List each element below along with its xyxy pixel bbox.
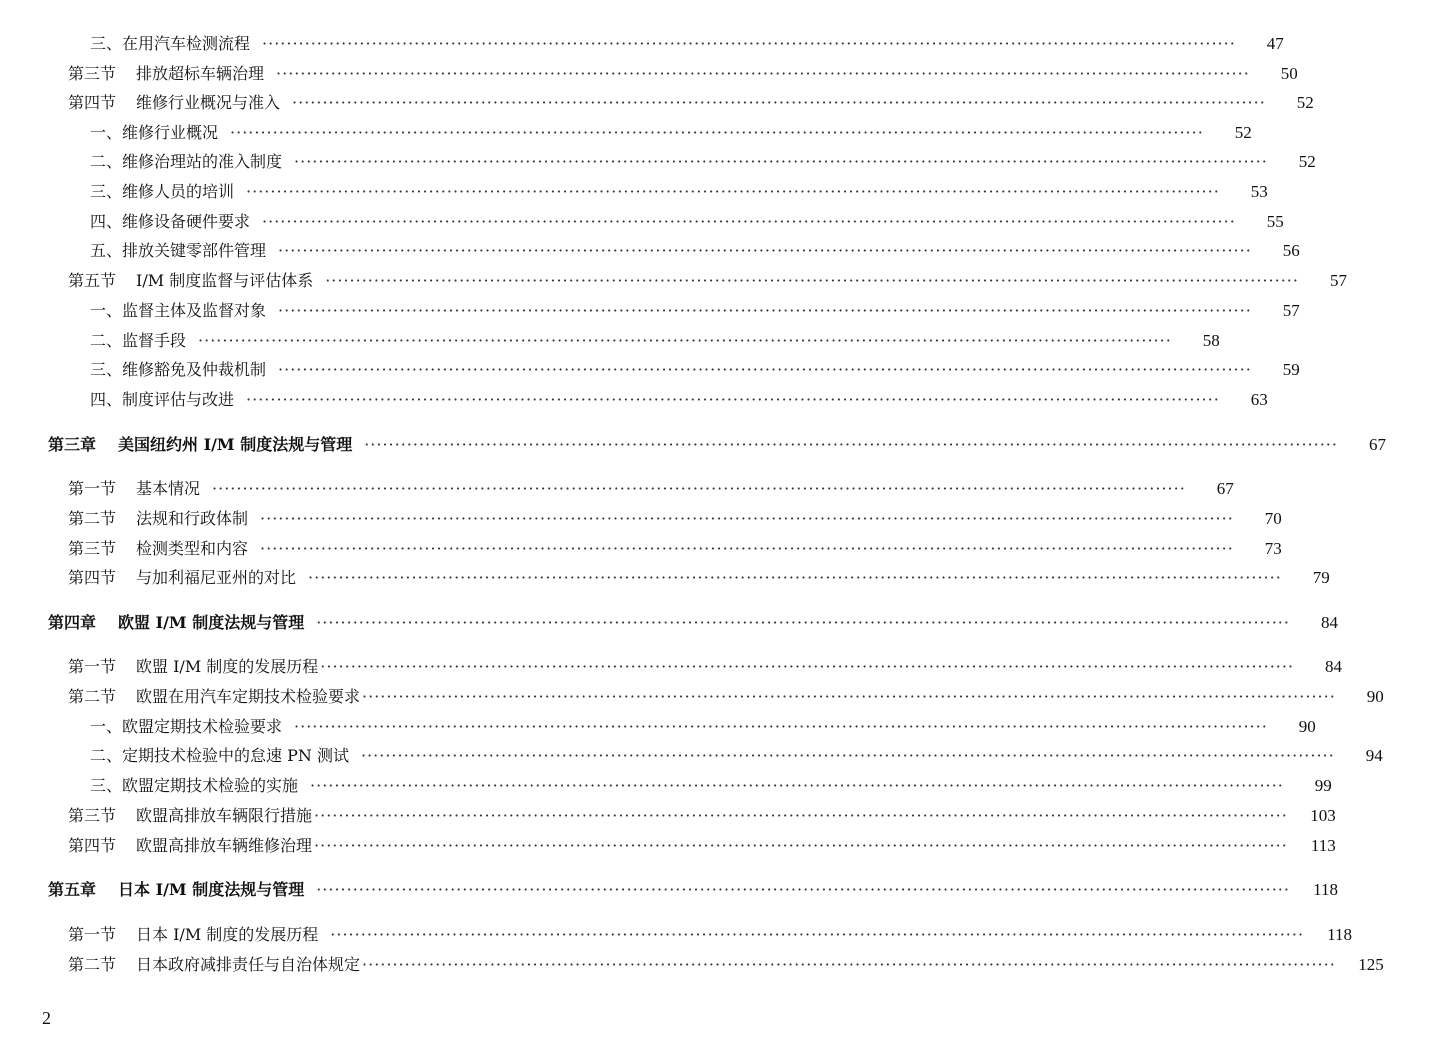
toc-entry-label	[68, 505, 248, 533]
toc-entry-number: 一、	[90, 717, 123, 736]
toc-entry-title: 日本政府减排责任与自治体规定	[136, 955, 361, 974]
dot-leader: ································································································································································	[278, 301, 1252, 320]
toc-entry-number: 二、	[90, 152, 123, 171]
toc-entry-number: 第三节	[68, 539, 117, 558]
dot-leader: ································································································································································	[362, 955, 1336, 974]
toc-entry	[0, 297, 1300, 325]
toc-entry-title: 基本情况	[136, 479, 201, 498]
toc-entry-number: 第二节	[68, 687, 117, 706]
toc-entry-label	[68, 475, 200, 503]
toc-entry-label	[68, 564, 296, 592]
toc-entry-label	[68, 921, 318, 949]
toc-entry	[0, 431, 1386, 459]
dot-leader: ································································································································································	[230, 123, 1204, 142]
toc-entry-page: 113	[1310, 836, 1336, 855]
toc-entry-number: 三、	[90, 182, 123, 201]
dot-leader: ································································································································································	[260, 539, 1234, 558]
toc-entry-label	[90, 742, 349, 770]
toc-entry-title: 维修治理站的准入制度	[122, 152, 283, 171]
toc-entry-number: 二、	[90, 746, 123, 765]
toc-entry-label	[68, 60, 264, 88]
toc-entry-title: 维修人员的培训	[122, 182, 235, 201]
toc-entry	[0, 832, 1336, 860]
toc-entry-page: 90	[1366, 687, 1384, 706]
toc-entry	[0, 148, 1316, 176]
dot-leader: ································································································································································	[246, 182, 1220, 201]
toc-entry-page: 63	[1250, 390, 1268, 409]
toc-entry-page: 52	[1234, 123, 1252, 142]
toc-entry	[0, 609, 1338, 637]
toc-entry	[0, 327, 1220, 355]
dot-leader: ································································································································································	[198, 331, 1172, 350]
toc-entry-label	[48, 609, 304, 637]
toc-entry-label	[90, 772, 298, 800]
toc-entry-label	[90, 237, 266, 265]
toc-entry-number: 三、	[90, 776, 123, 795]
toc-entry-page: 47	[1266, 34, 1284, 53]
dot-leader: ································································································································································	[278, 360, 1252, 379]
toc-entry-page: 52	[1298, 152, 1316, 171]
toc-entry-title: 监督手段	[122, 331, 187, 350]
toc-entry-label	[68, 89, 280, 117]
dot-leader: ································································································································································	[362, 687, 1336, 706]
toc-entry-page: 52	[1296, 93, 1314, 112]
toc-entry-page: 103	[1310, 806, 1336, 825]
toc-entry-label	[90, 208, 250, 236]
toc-entry-page: 118	[1327, 925, 1353, 944]
dot-leader: ································································································································································	[276, 64, 1250, 83]
toc-entry-title: 美国纽约州 I/M 制度法规与管理	[118, 435, 353, 454]
toc-entry-label	[48, 876, 304, 904]
toc-entry	[0, 505, 1282, 533]
dot-leader: ································································································································································	[294, 717, 1268, 736]
dot-leader: ································································································································································	[320, 657, 1295, 676]
toc-entry-label	[90, 148, 282, 176]
toc-entry-page: 57	[1329, 271, 1347, 290]
toc-entry-title: 日本 I/M 制度法规与管理	[118, 880, 305, 899]
toc-entry-label	[68, 683, 360, 711]
toc-entry-label	[90, 327, 186, 355]
toc-entry-page: 84	[1325, 657, 1343, 676]
toc-entry-page: 90	[1298, 717, 1316, 736]
toc-entry-page: 84	[1320, 613, 1338, 632]
toc-entry	[0, 876, 1338, 904]
toc-entry-number: 第一节	[68, 925, 117, 944]
toc-entry-label	[90, 30, 250, 58]
toc-entry-title: 排放关键零部件管理	[122, 241, 267, 260]
toc-entry-page: 125	[1358, 955, 1384, 974]
toc-entry-label	[68, 951, 360, 979]
toc-entry-label	[90, 297, 266, 325]
dot-leader: ································································································································································	[246, 390, 1220, 409]
toc-entry	[0, 475, 1234, 503]
toc-entry-title: 日本 I/M 制度的发展历程	[136, 925, 319, 944]
toc-entry-page: 57	[1282, 301, 1300, 320]
toc-entry-title: 欧盟高排放车辆限行措施	[136, 806, 313, 825]
toc-entry	[0, 60, 1298, 88]
toc-entry-title: 欧盟 I/M 制度的发展历程	[136, 657, 319, 676]
dot-leader: ································································································································································	[310, 776, 1284, 795]
toc-entry-title: 维修豁免及仲裁机制	[122, 360, 267, 379]
toc-entry-label	[90, 178, 234, 206]
dot-leader: ································································································································································	[314, 836, 1288, 855]
dot-leader: ································································································································································	[314, 806, 1288, 825]
toc-entry-label	[68, 653, 318, 681]
toc-entry-title: 制度评估与改进	[122, 390, 235, 409]
dot-leader: ································································································································································	[330, 925, 1305, 944]
toc-entry-page: 73	[1264, 539, 1282, 558]
toc-entry-number: 一、	[90, 123, 123, 142]
toc-entry-title: I/M 制度监督与评估体系	[136, 271, 314, 290]
toc-entry-number: 第一节	[68, 479, 117, 498]
dot-leader: ································································································································································	[364, 435, 1338, 454]
toc-entry	[0, 653, 1343, 681]
dot-leader: ································································································································································	[278, 241, 1252, 260]
toc-entry-number: 第二节	[68, 509, 117, 528]
dot-leader: ································································································································································	[316, 880, 1290, 899]
toc-entry-page: 99	[1314, 776, 1332, 795]
toc-entry-number: 第三节	[68, 64, 117, 83]
toc-entry-title: 检测类型和内容	[136, 539, 249, 558]
toc-entry-number: 四、	[90, 212, 123, 231]
toc-entry	[0, 178, 1268, 206]
toc-entry-title: 维修行业概况与准入	[136, 93, 281, 112]
dot-leader: ································································································································································	[260, 509, 1234, 528]
toc-entry-title: 与加利福尼亚州的对比	[136, 568, 297, 587]
toc-entry	[0, 237, 1300, 265]
toc-entry-label	[68, 832, 312, 860]
toc-entry	[0, 564, 1330, 592]
toc-entry-page: 56	[1282, 241, 1300, 260]
dot-leader: ································································································································································	[316, 613, 1290, 632]
toc-entry-page: 50	[1280, 64, 1298, 83]
dot-leader: ································································································································································	[325, 271, 1299, 290]
toc-entry	[0, 951, 1384, 979]
toc-entry-page: 58	[1202, 331, 1220, 350]
toc-entry	[0, 208, 1284, 236]
toc-entry-title: 维修设备硬件要求	[122, 212, 251, 231]
toc-entry	[0, 683, 1384, 711]
toc-entry-page: 67	[1368, 435, 1386, 454]
toc-entry	[0, 267, 1347, 295]
toc-entry-number: 四、	[90, 390, 123, 409]
toc-entry-number: 第四节	[68, 568, 117, 587]
dot-leader: ································································································································································	[292, 93, 1266, 112]
toc-entry-title: 法规和行政体制	[136, 509, 249, 528]
toc-entry	[0, 89, 1314, 117]
toc-entry-label	[90, 713, 282, 741]
toc-entry-title: 定期技术检验中的怠速 PN 测试	[122, 746, 349, 765]
page-number: 2	[42, 1008, 51, 1028]
toc-entry-number: 第三章	[48, 435, 97, 454]
toc-entry-number: 二、	[90, 331, 123, 350]
toc-entry-number: 第四节	[68, 93, 117, 112]
toc-entry-label	[90, 356, 266, 384]
toc-entry-title: 维修行业概况	[122, 123, 219, 142]
toc-entry-page: 94	[1365, 746, 1383, 765]
toc-entry-label	[68, 535, 248, 563]
toc-entry	[0, 386, 1268, 414]
toc-entry-title: 监督主体及监督对象	[122, 301, 267, 320]
toc-entry-title: 排放超标车辆治理	[136, 64, 265, 83]
dot-leader: ································································································································································	[262, 212, 1236, 231]
toc-entry-title: 欧盟定期技术检验的实施	[122, 776, 299, 795]
toc-entry-title: 欧盟在用汽车定期技术检验要求	[136, 687, 361, 706]
dot-leader: ································································································································································	[360, 746, 1335, 765]
toc-entry-label	[48, 431, 352, 459]
toc-entry	[0, 921, 1353, 949]
toc-entry-label	[90, 119, 218, 147]
toc-entry-page: 79	[1312, 568, 1330, 587]
toc-entry	[0, 119, 1252, 147]
toc-entry	[0, 30, 1284, 58]
toc-entry-number: 三、	[90, 34, 123, 53]
toc-entry-number: 第五章	[48, 880, 97, 899]
toc-entry-title: 欧盟 I/M 制度法规与管理	[118, 613, 305, 632]
toc-entry	[0, 772, 1332, 800]
toc-entry-label	[90, 386, 234, 414]
dot-leader: ································································································································································	[308, 568, 1282, 587]
toc-entry-title: 在用汽车检测流程	[122, 34, 251, 53]
toc-entry-label	[68, 802, 312, 830]
toc-entry-number: 第五节	[68, 271, 117, 290]
dot-leader: ································································································································································	[262, 34, 1236, 53]
toc-entry	[0, 742, 1383, 770]
toc-entry-page: 67	[1216, 479, 1234, 498]
toc-entry	[0, 356, 1300, 384]
toc-entry	[0, 802, 1336, 830]
toc-entry-number: 五、	[90, 241, 123, 260]
toc-entry-number: 第二节	[68, 955, 117, 974]
toc-entry-page: 70	[1264, 509, 1282, 528]
toc-entry-page: 118	[1313, 880, 1338, 899]
toc-entry-number: 第三节	[68, 806, 117, 825]
toc-entry-page: 59	[1282, 360, 1300, 379]
toc-entry-label	[68, 267, 313, 295]
dot-leader: ································································································································································	[294, 152, 1268, 171]
toc-entry	[0, 535, 1282, 563]
toc-entry-number: 第四节	[68, 836, 117, 855]
toc-entry-number: 第四章	[48, 613, 97, 632]
toc-entry	[0, 713, 1316, 741]
toc-entry-page: 55	[1266, 212, 1284, 231]
toc-entry-number: 三、	[90, 360, 123, 379]
dot-leader: ································································································································································	[212, 479, 1186, 498]
toc-entry-page: 53	[1250, 182, 1268, 201]
toc-entry-title: 欧盟高排放车辆维修治理	[136, 836, 313, 855]
toc-entry-number: 一、	[90, 301, 123, 320]
toc-entry-title: 欧盟定期技术检验要求	[122, 717, 283, 736]
toc-entry-number: 第一节	[68, 657, 117, 676]
